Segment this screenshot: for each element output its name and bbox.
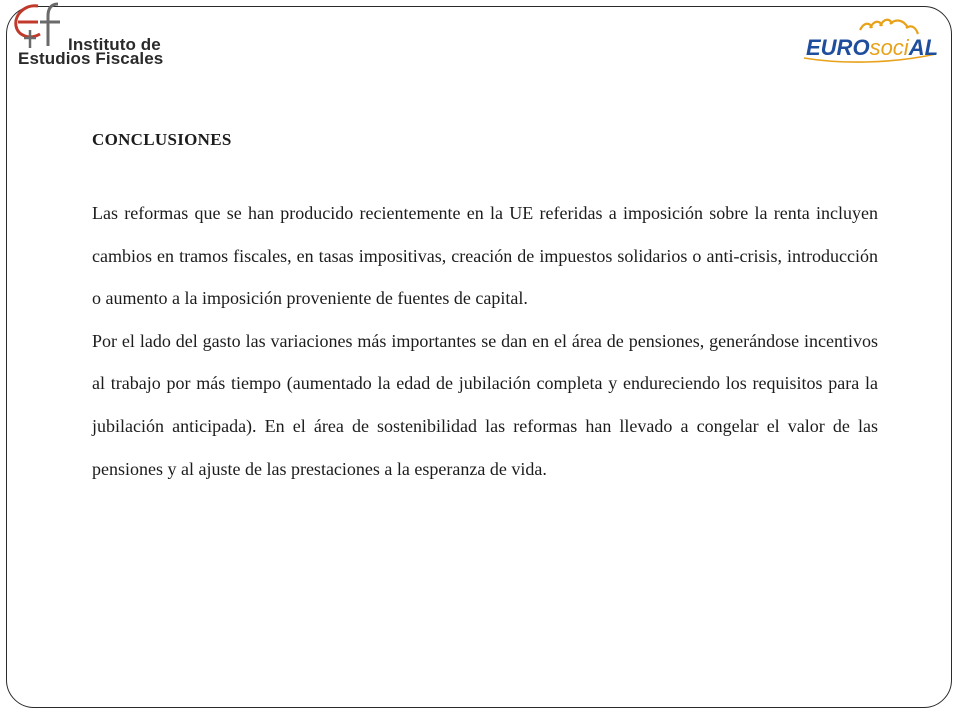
eurosocial-text-soci: soci <box>869 35 909 60</box>
paragraph-2: Por el lado del gasto las variaciones más importantes se dan en el área de pensiones, generándose incentivos al trabajo por más tiempo (aumentado la edad de jubilación completa y endureciendo los requisitos para la jubilación anticipada). En el área de sostenibilidad las reformas han llevado a congelar el valor de las pensiones y al ajuste de las prestaciones a la esperanza de vida. <box>92 330 878 479</box>
page-title: CONCLUSIONES <box>92 130 232 149</box>
ief-logo <box>8 0 168 72</box>
slide-content <box>92 128 878 490</box>
ief-name-line1: Instituto de <box>68 35 161 54</box>
eurosocial-logo <box>800 14 940 66</box>
paragraph-1: Las reformas que se han producido recientemente en la UE referidas a imposición sobre la renta incluyen cambios en tramos fiscales, en tasas impositivas, creación de impuestos solidarios o anti-crisis, introducción o aumento a la imposición proveniente de fuentes de capital. <box>92 203 878 309</box>
ief-name-line2: Estudios Fiscales <box>18 49 164 68</box>
eurosocial-text-al: AL <box>908 35 939 60</box>
eurosocial-text-euro: EURO <box>806 35 870 60</box>
